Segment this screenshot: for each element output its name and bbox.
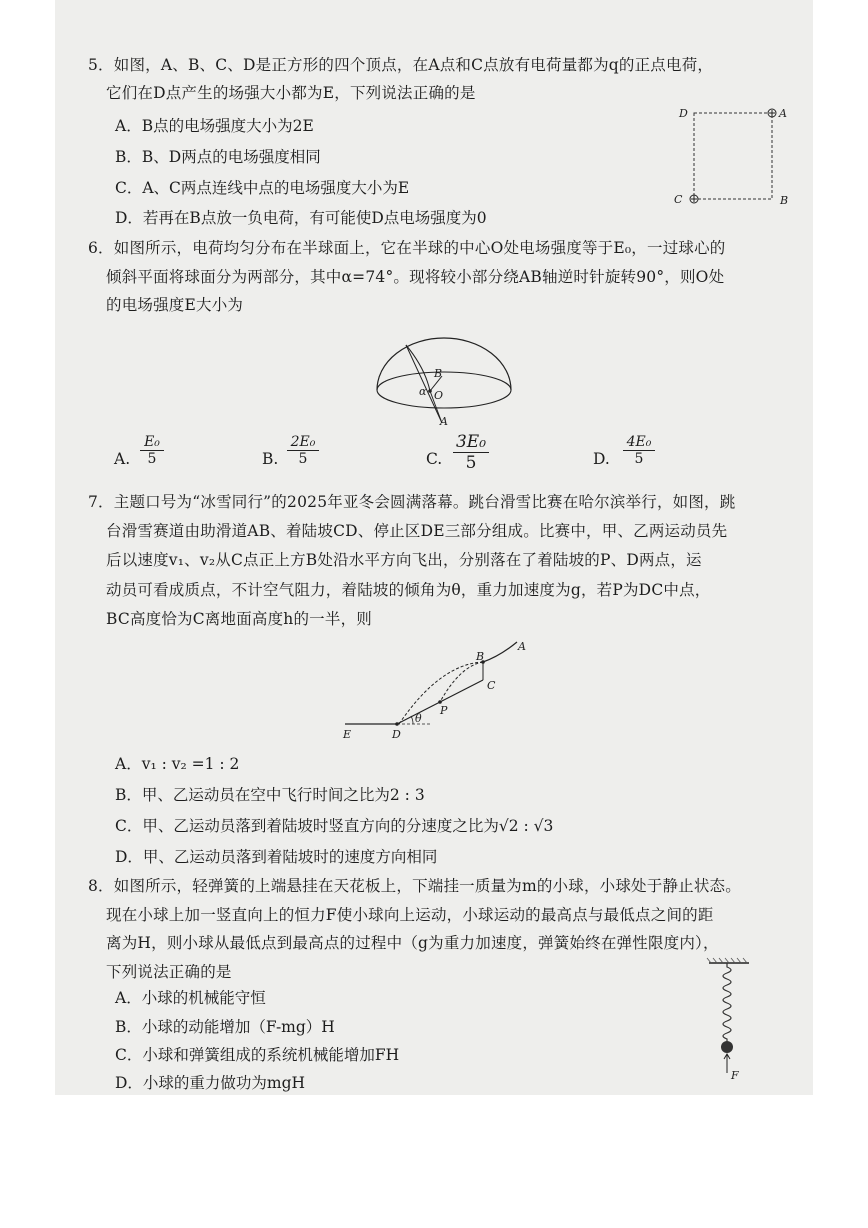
q6-option-d-letter: D. — [593, 450, 610, 468]
q8-label-f: F — [731, 1069, 739, 1082]
q6-option-c-letter: C. — [426, 450, 443, 468]
q6-option-d-fraction — [623, 434, 655, 467]
q5-option-a: A．B点的电场强度大小为2E — [115, 117, 314, 135]
q6-option-a-denominator: 5 — [147, 451, 157, 467]
q7-stem-line-4: 动员可看成质点，不计空气阻力，着陆坡的倾角为θ，重力加速度为g，若P为DC中点， — [106, 581, 711, 599]
q7-stem-line-3: 后以速度v₁、v₂从C点正上方B处沿水平方向飞出，分别落在了着陆坡的P、D两点，运 — [106, 551, 702, 569]
q8-option-b: B．小球的动能增加（F-mg）H — [115, 1018, 335, 1036]
q6-stem-line-2: 倾斜平面将球面分为两部分，其中α=74°。现将较小部分绕AB轴逆时针旋转90°，则O处 — [106, 268, 725, 286]
q6-option-c-denominator: 5 — [465, 453, 477, 473]
q6-label-o: O — [434, 389, 444, 402]
q7-label-a: A — [518, 640, 526, 653]
q5-option-c: C．A、C两点连线中点的电场强度大小为E — [115, 179, 410, 197]
q8-spring-figure — [705, 955, 755, 1090]
q7-label-b: B — [476, 650, 485, 663]
exam-page — [55, 0, 813, 1095]
q6-option-b-denominator: 5 — [298, 451, 308, 467]
q7-stem-line-1: 7．主题口号为“冰雪同行”的2025年亚冬会圆满落幕。跳台滑雪比赛在哈尔滨举行，如图，跳 — [88, 493, 736, 511]
q8-stem-line-3: 离为H，则小球从最低点到最高点的过程中（g为重力加速度，弹簧始终在弹性限度内）， — [106, 934, 719, 952]
q6-option-a-letter: A. — [114, 450, 131, 468]
q6-label-a: A — [440, 415, 448, 428]
q8-stem-line-2: 现在小球上加一竖直向上的恒力F使小球向上运动，小球运动的最高点与最低点之间的距 — [106, 906, 714, 924]
q7-option-b: B．甲、乙运动员在空中飞行时间之比为2 : 3 — [115, 786, 425, 804]
q5-label-b: B — [780, 194, 789, 207]
q8-option-d: D．小球的重力做功为mgH — [115, 1074, 306, 1092]
q7-label-e: E — [343, 728, 352, 741]
q7-ski-jump-figure — [335, 636, 535, 748]
q7-stem-line-5: BC高度恰为C离地面高度h的一半，则 — [106, 610, 372, 628]
q8-option-c: C．小球和弹簧组成的系统机械能增加FH — [115, 1046, 400, 1064]
q6-option-d-denominator: 5 — [634, 451, 644, 467]
q7-option-a: A．v₁ : v₂ =1 : 2 — [115, 755, 240, 773]
q6-stem-line-3: 的电场强度E大小为 — [106, 296, 244, 314]
q6-label-b: B — [434, 367, 443, 380]
q8-stem-line-1: 8．如图所示，轻弹簧的上端悬挂在天花板上，下端挂一质量为m的小球，小球处于静止状态。 — [88, 877, 741, 895]
q6-option-c-numerator: 3E₀ — [453, 432, 489, 453]
q7-stem-line-2: 台滑雪赛道由助滑道AB、着陆坡CD、停止区DE三部分组成。比赛中，甲、乙两运动员先 — [106, 522, 728, 540]
q7-label-p: P — [440, 704, 448, 717]
q6-option-b-fraction — [287, 434, 319, 467]
q6-option-c-fraction — [453, 432, 489, 473]
q5-square-figure — [670, 100, 800, 210]
q5-label-c: C — [674, 193, 683, 206]
q8-stem-line-4: 下列说法正确的是 — [106, 963, 232, 981]
q6-option-a-numerator: E₀ — [140, 434, 164, 451]
q5-option-d: D．若再在B点放一负电荷，有可能使D点电场强度为0 — [115, 209, 487, 227]
q6-option-b-letter: B. — [262, 450, 279, 468]
q7-label-theta: θ — [415, 712, 422, 725]
q7-label-c: C — [487, 679, 496, 692]
q6-hemisphere-figure — [370, 333, 520, 428]
q6-option-a-fraction — [140, 434, 164, 467]
q6-option-d-numerator: 4E₀ — [623, 434, 655, 451]
q5-label-a: A — [779, 107, 787, 120]
q7-option-d: D．甲、乙运动员落到着陆坡时的速度方向相同 — [115, 848, 438, 866]
q5-option-b: B．B、D两点的电场强度相同 — [115, 148, 321, 166]
q6-label-alpha: α — [419, 385, 427, 398]
q5-label-d: D — [679, 107, 688, 120]
q7-option-c: C．甲、乙运动员落到着陆坡时竖直方向的分速度之比为√2 : √3 — [115, 817, 554, 835]
q5-stem-line-1: 5．如图，A、B、C、D是正方形的四个顶点，在A点和C点放有电荷量都为q的正点电荷， — [88, 56, 714, 74]
q8-option-a: A．小球的机械能守恒 — [115, 989, 266, 1007]
q6-stem-line-1: 6．如图所示，电荷均匀分布在半球面上，它在半球的中心O处电场强度等于E₀，一过球心的 — [88, 239, 726, 257]
q7-label-d: D — [392, 728, 401, 741]
q5-stem-line-2: 它们在D点产生的场强大小都为E，下列说法正确的是 — [106, 84, 476, 102]
q6-option-b-numerator: 2E₀ — [287, 434, 319, 451]
